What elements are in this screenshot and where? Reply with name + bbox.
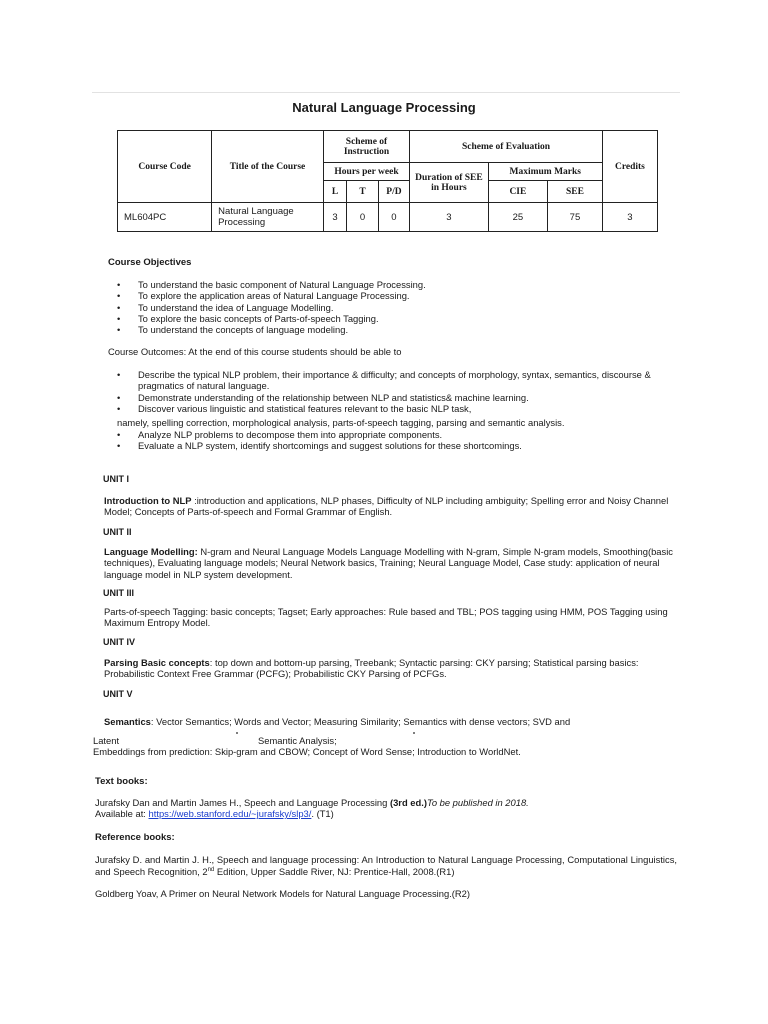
unit-4-body (104, 657, 680, 680)
unit-1-heading: UNIT I (103, 474, 129, 484)
outcomes-label: Course Outcomes (108, 346, 184, 357)
header-duration: Duration of SEE in Hours (410, 163, 488, 203)
objectives-list (108, 279, 668, 335)
unit-3-body (104, 606, 680, 629)
reference-r1-text-b: Edition, Upper Saddle River, NJ: Prentice-Hall, 2008.(R1) (214, 866, 455, 878)
cell-course-code: ML604PC (118, 203, 212, 232)
textbook-t1 (95, 797, 671, 820)
header-pd: P/D (378, 181, 410, 203)
header-course-title: Title of the Course (212, 131, 324, 203)
outcomes-intro-text: : At the end of this course students should be able to (183, 346, 402, 357)
list-item: • Demonstrate understanding of the relationship between NLP and statistics& machine learning. (108, 392, 668, 403)
unit-5-line2a: Latent (93, 735, 120, 746)
top-rule (92, 92, 680, 93)
textbook-t1-note: To be published in 2018. (426, 797, 529, 808)
unit-1-text: :introduction and applications, NLP phases, Difficulty of NLP including ambiguity; Spelling error and Noisy Channel Model; Concepts of Parts-of-speech and Formal Grammar of English. (104, 495, 669, 518)
outcomes-continuation: namely, spelling correction, morphological analysis, parts-of-speech tagging, parsing and semantic analysis. (117, 417, 565, 428)
header-credits: Credits (602, 131, 657, 203)
scan-speck (413, 732, 415, 734)
header-course-code: Course Code (118, 131, 212, 203)
list-item: • Describe the typical NLP problem, their importance & difficulty; and concepts of morphology, syntax, semantics, discourse & pragmatics of natural language. (108, 369, 668, 392)
list-item: • To understand the idea of Language Modelling. (108, 302, 668, 313)
list-item: • To understand the concepts of language modeling. (108, 324, 668, 335)
unit-5-line2b: Semantic Analysis; (258, 735, 337, 746)
textbook-t1-edition: (3rd ed.) (389, 797, 427, 808)
textbook-t1-link[interactable]: https://web.stanford.edu/~jurafsky/slp3/ (148, 808, 312, 820)
outcomes-list-a (108, 369, 668, 414)
cell-duration: 3 (410, 203, 488, 232)
unit-1-body (104, 495, 680, 518)
reference-r1 (95, 854, 677, 878)
cell-pd: 0 (378, 203, 410, 232)
objectives-heading: Course Objectives (108, 257, 192, 268)
references-heading: Reference books: (95, 832, 175, 843)
list-item: • Evaluate a NLP system, identify shortcomings and suggest solutions for these shortcomings. (108, 440, 668, 451)
cell-t: 0 (347, 203, 378, 232)
reference-r1-text: Jurafsky D. and Martin J. H., Speech and language processing: An Introduction to Natural Language Processing, Computational Linguistics, and Speech Recognition, 2 (95, 854, 677, 878)
unit-3-heading: UNIT III (103, 588, 134, 598)
header-t: T (347, 181, 378, 203)
textbook-t1-available: Available at: (95, 808, 149, 820)
unit-4-lead: Parsing Basic concepts (104, 657, 210, 668)
unit-2-text: N-gram and Neural Language Models Language Modelling with N-gram, Simple N-gram models, Smoothing(basic techniques), Evaluating language models; Neural Network basics, Training; Neural Language Model, Case study: application of neural language model in NLP system development. (104, 546, 673, 580)
cell-see: 75 (548, 203, 603, 232)
unit-1-lead: Introduction to NLP (104, 495, 192, 506)
outcomes-list-b (108, 429, 668, 452)
cell-course-title: Natural Language Processing (212, 203, 324, 232)
unit-5-text: : Vector Semantics; Words and Vector; Measuring Similarity; Semantics with dense vectors; SVD and (150, 716, 571, 727)
header-maximum-marks: Maximum Marks (488, 163, 602, 181)
header-cie: CIE (488, 181, 547, 203)
cell-credits: 3 (602, 203, 657, 232)
header-hours-per-week: Hours per week (323, 163, 409, 181)
unit-5-heading: UNIT V (103, 689, 133, 699)
list-item: • To explore the basic concepts of Parts-of-speech Tagging. (108, 313, 668, 324)
unit-5-lead: Semantics (104, 716, 151, 727)
page-title: Natural Language Processing (292, 100, 476, 115)
header-scheme-evaluation: Scheme of Evaluation (410, 131, 603, 163)
unit-5-body (104, 716, 680, 727)
scan-speck (236, 732, 238, 734)
header-scheme-instruction: Scheme of Instruction (323, 131, 409, 163)
textbooks-heading: Text books: (95, 776, 148, 787)
outcomes-intro (108, 346, 684, 357)
list-item: • Discover various linguistic and statistical features relevant to the basic NLP task, (108, 403, 668, 414)
unit-2-heading: UNIT II (103, 527, 132, 537)
textbook-t1-text: Jurafsky Dan and Martin James H., Speech and Language Processing (95, 797, 390, 808)
unit-4-heading: UNIT IV (103, 637, 136, 647)
list-item: • To understand the basic component of Natural Language Processing. (108, 279, 668, 290)
unit-5-line3: Embeddings from prediction: Skip-gram and CBOW; Concept of Word Sense; Introduction to WorldNet. (93, 746, 521, 757)
reference-r1-sup: nd (207, 867, 215, 874)
unit-2-body (104, 546, 680, 580)
table-row (118, 203, 658, 232)
cell-l: 3 (323, 203, 347, 232)
unit-3-text: Parts-of-speech Tagging: basic concepts; Tagset; Early approaches: Rule based and TBL; POS tagging using HMM, POS Tagging using Maximum Entropy Model. (104, 606, 668, 629)
textbook-t1-suffix: . (T1) (311, 808, 334, 820)
unit-4-text: : top down and bottom-up parsing, Treebank; Syntactic parsing: CKY parsing; Statistical parsing basics: Probabilistic Context Free Grammar (PCFG); Probabilistic CKY Parsing of PCFGs. (104, 657, 639, 680)
list-item: • Analyze NLP problems to decompose them into appropriate components. (108, 429, 668, 440)
unit-2-lead: Language Modelling: (104, 546, 198, 557)
course-scheme-table (117, 130, 658, 232)
list-item: • To explore the application areas of Natural Language Processing. (108, 290, 668, 301)
header-see: SEE (548, 181, 603, 203)
cell-cie: 25 (488, 203, 547, 232)
header-l: L (323, 181, 347, 203)
reference-r2: Goldberg Yoav, A Primer on Neural Network Models for Natural Language Processing.(R2) (95, 888, 471, 899)
